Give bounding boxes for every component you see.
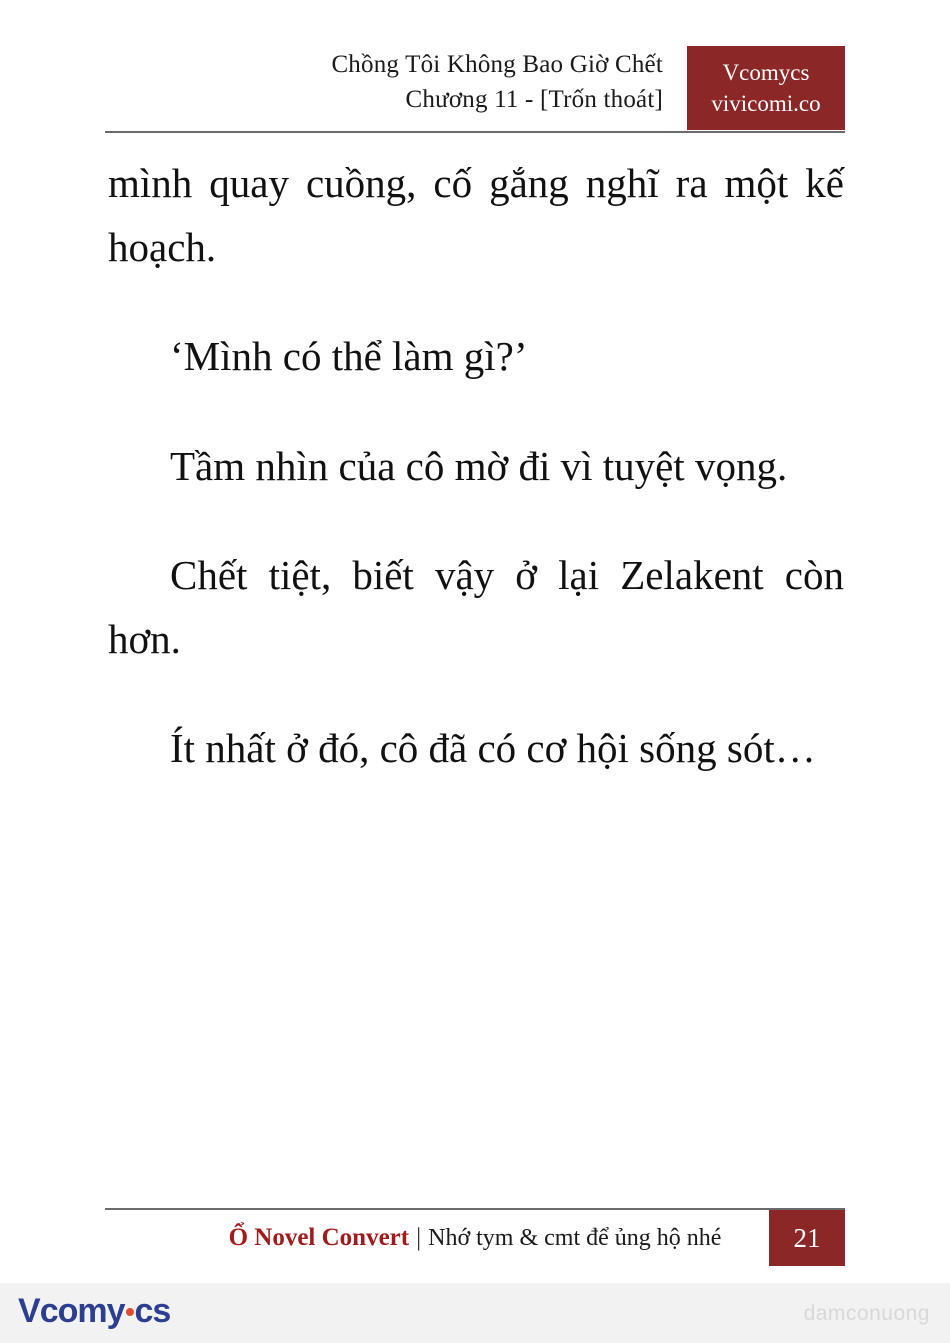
paragraph: Chết tiệt, biết vậy ở lại Zelakent còn hơn. <box>108 552 844 662</box>
footer-separator: | <box>416 1224 422 1251</box>
page-footer <box>105 1214 845 1262</box>
page-number: 21 <box>769 1210 845 1266</box>
header-title-block <box>331 48 663 117</box>
page-content <box>108 152 844 781</box>
footer-brand: Ổ Novel Convert <box>228 1224 410 1251</box>
site-badge <box>687 46 845 130</box>
footer-note: Nhớ tym & cmt để ủng hộ nhé <box>428 1224 722 1251</box>
paragraph: Ít nhất ở đó, cô đã có cơ hội sống sót… <box>170 725 816 772</box>
chapter-title: Chương 11 - [Trốn thoát] <box>405 85 663 113</box>
logo-text-part1: V <box>18 1292 40 1330</box>
paragraph: Tầm nhìn của cô mờ đi vì tuyệt vọng. <box>170 442 788 489</box>
footer-credit <box>105 1214 845 1262</box>
watermark-text: damconuong <box>803 1302 930 1325</box>
logo-text-part3: cs <box>134 1292 171 1330</box>
paragraph: ‘Mình có thể làm gì?’ <box>170 333 528 380</box>
footer-divider <box>105 1208 845 1210</box>
header-divider <box>105 131 845 133</box>
page-header <box>105 48 845 130</box>
novel-title: Chồng Tôi Không Bao Giờ Chết <box>331 51 663 78</box>
logo-dot-icon <box>126 1308 134 1316</box>
logo-text-part2: comy <box>39 1292 125 1330</box>
site-badge-line2: vivicomi.co <box>711 91 821 116</box>
vcomycs-logo <box>18 1292 170 1331</box>
site-badge-line1: Vcomycs <box>722 59 810 85</box>
paragraph: mình quay cuồng, cố gắng nghĩ ra một kế hoạch. <box>108 160 844 270</box>
